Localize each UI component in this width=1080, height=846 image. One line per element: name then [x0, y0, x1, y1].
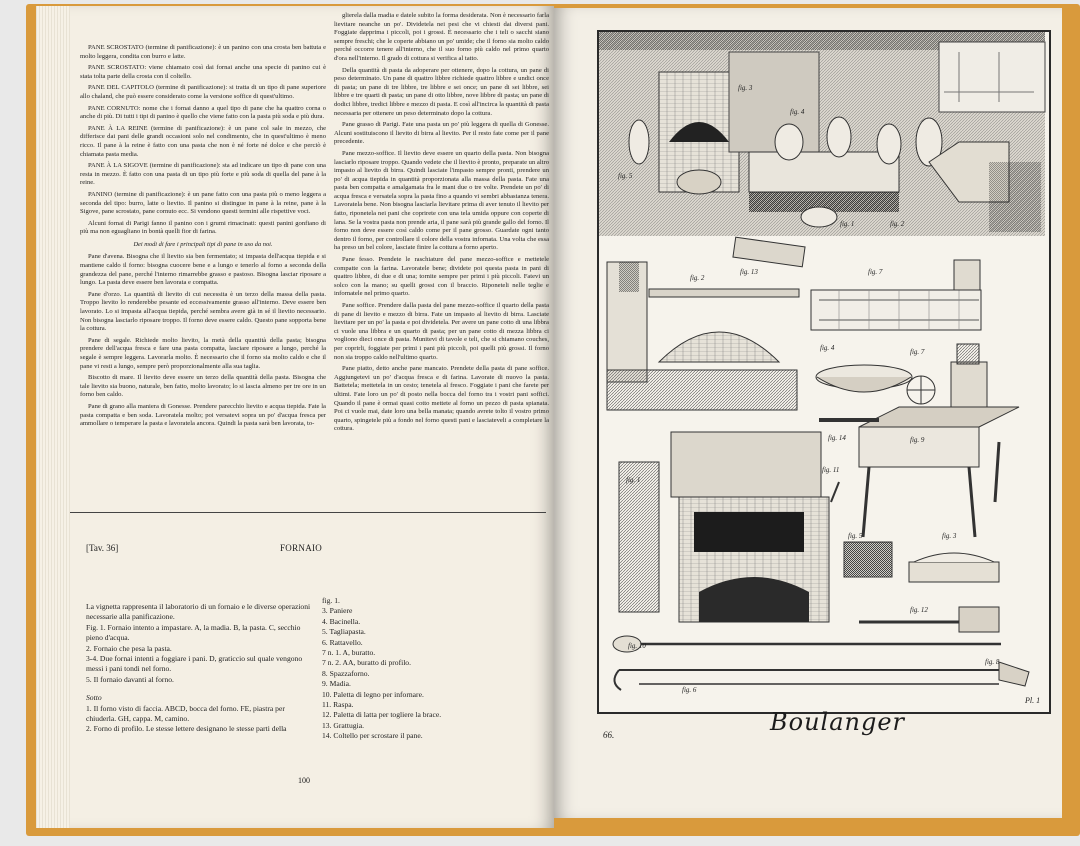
caption-line: La vignetta rappresenta il laboratorio di un fornaio e le diverse operazioni necessarie alla panificazione. [86, 602, 311, 622]
page-number-right: 66. [603, 730, 615, 740]
fig-label: fig. 12 [910, 606, 928, 614]
sotto-label: Sotto [86, 693, 102, 703]
engraving-illustration [599, 32, 1049, 712]
paragraph: glierela dalla madia e datele subito la forma desiderata. Non è necessario farla lievitare neanche un po'. Dividetela nei pesi che vi chiesti dai diversi pani. Foggiate dapprima i piccoli, poi i grossi. È necessario che i teli o sacchi siano sempre freschi; che le coperte abbiano un po' umide; che il forno sia molto caldo perché occorre tenere all'interno, che il suo forno più caldo nel primo quarto d'ora nell'interno. Il grado di cottura si verifica al tatto. [334, 12, 549, 62]
caption-line: 1. Il forno visto di faccia. ABCD, bocca del forno. FE, piastra per chiuderla. GH, cappa. M, camino. [86, 703, 285, 724]
list-item: 13. Grattugia. [322, 720, 364, 730]
paragraph: Pane di segale. Richiede molto lievito, la metà della quantità della pasta; bisogna prendere dell'acqua fresca e fare una pasta compatta, lasciare riposare a lungo, perché la segale è sempre leggera. Lavorarla molto. È necessario che il forno sia molto caldo e che il pane vi resti a lungo, sempre però proporzionalmente alla sua taglia. [80, 336, 326, 370]
paragraph: Pane mezzo-soffice. Il lievito deve essere un quarto della pasta. Non bisogna lasciarlo riposare troppo. Quando vedete che il lievito è pronto, preparate un altro impasto al lievito di birra. Quindi lasciate l'impasto sempre pronti, prendere un po' di acqua tiepida in quantità proporzionata alla massa della pasta. Fate una pasta ben compatta e amalgamata fra le mani due o tre volte. Prendete un po' di acqua fresca e versatela sopra la pasta fino a quando vi sembri abbastanza tenera. Lavoratela bene. Non bisogna lasciarla lievitare prima di aver tenuto il lievito per fatto, riponetela nei pani che coprirete con una tela umida oppure con coperte di lana. Se la vostra pasta non prende aria, il pane sarà più grande gallo del forno. Il forno non deve essere così caldo come per il pane grosso. Guardate ogni tanto dentro il forno, per controllare il colore della vostra infornata. Una volta che essa ha preso un bel colore, lasciate finire la cottura a forno aperto. [334, 149, 549, 252]
fig-label: fig. 5 [848, 532, 863, 540]
fig-label: fig. 1 [840, 220, 855, 228]
fig-label: fig. 9 [910, 436, 925, 444]
caption-line: 5. Il fornaio davanti al forno. [86, 674, 174, 684]
fig-label: fig. 14 [828, 434, 846, 442]
fig-label: fig. 4 [820, 344, 835, 352]
list-item: 14. Coltello per scrostare il pane. [322, 731, 423, 741]
paragraph: Pane grasso di Parigi. Fate una pasta un po' più leggera di quella di Gonesse. Alcuni sostituiscono il lievito di birra al lievito. Per il resto fate come per il pane precedente. [334, 121, 549, 146]
paragraph: Pane fesso. Prendete le raschiature del pane mezzo-soffice e mettetele compatte con la farina. Lavoratele bene; dividete poi questa pasta in pani di quattro libbre, di due e di una; tornite sempre per primi i più piccoli. Fatevi un solco con la mano; su quelli grossi con il braccio. Riponeteli nelle teglie e infornatele nel primo quarto. [334, 256, 549, 298]
figure-list [322, 596, 472, 742]
caption-line: 2. Fornaio che pesa la pasta. [86, 643, 172, 653]
fig-label: fig. 3 [738, 84, 753, 92]
fig-label: fig. 2 [890, 220, 905, 228]
paragraph: PANE CORNUTO: nome che i fornai danno a quel tipo di pane che ha quattro corna o anche di più. Di tutti i tipi di panino è quello che viene fatto con la pasta più soda e più dura. [80, 104, 326, 121]
list-item: 4. Bacinella. [322, 616, 361, 626]
plate-number: Pl. 1 [1025, 696, 1041, 705]
fig-label: fig. 2 [690, 274, 705, 282]
plate-caption [86, 602, 314, 735]
list-item: 6. Rattavello. [322, 637, 363, 647]
page-number-left: 100 [298, 776, 310, 785]
paragraph: PANE À LA REINE (termine di panificazione): è un pane col sale in mezzo, che differisce dai pani delle grandi occasioni solo nel condimento, che in quest'ultimo è meno ricco. Il pane à la reine è fatto con una pasta che non è né forte né dolce e che perciò è chiamata pasta media. [80, 124, 326, 158]
paragraph: PANE À LA SIGOVE (termine di panificazione): sta ad indicare un tipo di pane con una resta in mezzo. È fatto con una pasta di un tipo più forte e più soda di quella del pane à la reine. [80, 162, 326, 187]
list-item: 7 n. 1. A, buratto. [322, 648, 376, 658]
paragraph: PANE SCROSTATO: viene chiamato così dai fornai anche una specie di panino cui è stata tolta parte della crosta con il coltello. [80, 64, 326, 80]
paragraph: Pane di grano alla maniera di Gonesse. Prendere parecchio lievito e acqua tiepida. Fate la pasta compatta e ben soda. Lavoratela molto; poi versatevi sopra un po' d'acqua fresca per ammollare o temperare la pasta e lavoratela ancora. Quindi la pasta sarà ben lavorata, to- [80, 402, 326, 428]
list-item: 11. Raspa. [322, 700, 354, 710]
list-item: 5. Tagliapasta. [322, 627, 366, 637]
list-item: 12. Paletta di latta per togliere la brace. [322, 710, 442, 720]
fig-label: fig. 7 [910, 348, 925, 356]
fig-label: fig. 4 [790, 108, 805, 116]
long-tools [613, 636, 1029, 690]
tool-figures [607, 237, 987, 412]
list-item: 10. Paletta di legno per infornare. [322, 689, 424, 699]
list-item: 8. Spazzaforno. [322, 668, 370, 678]
fig-label: fig. 11 [822, 466, 840, 474]
list-item: 7 n. 2. AA, buratto di profilo. [322, 658, 412, 668]
paragraph: Della quantità di pasta da adoperare per ottenere, dopo la cottura, un pane di peso determinato. Un pane di quattro libbre richiede quattro libbre e undici once di pasta; un pane di tre libbre, tre libbre e sei once; un pane di sei libbre, sei libbre e tre quarti di pasta; un pane di otto libbre, nove libbre di pasta; un pane di dodici libbre, tredici libbre e mezzo di pasta. E così all'incirca la quantità di pasta necessaria per ottenere un peso determinato dopo la cottura. [334, 66, 549, 117]
paragraph: Pane d'orzo. La quantità di lievito di cui necessita è un terzo della massa della pasta. Troppo lievito lo renderebbe pesante ed eccessivamente grasso all'interno. Deve essere ben lavorato. Lo si impasta all'acqua tiepida, perché sembra avere già in sé il lievito necessario. Non bisogna lasciarlo riposare troppo. Il forno deve essere caldo. Questo pane sopporta bene la cottura. [80, 290, 326, 333]
paragraph: Pane soffice. Prendere dalla pasta del pane mezzo-soffice il quarto della pasta di pane di lievito e mezzo di birra. Fate un impasto al lievito di birra. Lasciate lievitare per un po' la pasta e poi dividetela. Per avere un pane cotto di una libbra ci vuole una libbra e un quarto di pasta; per un pane cotto di mezza libbra ci vogliono dieci once di pasta. Munitevi di tavole e teli, che si chiamano couches, per coprirli, foggiate per primi i pani più piccoli, poi quelli più grossi. Il forno non sia troppo caldo nell'ultimo quarto. [334, 302, 549, 361]
list-item: fig. 1. [322, 596, 340, 605]
list-item: 9. Madia. [322, 679, 351, 689]
fig-label: fig. 8 [985, 658, 1000, 666]
list-item: 3. Paniere [322, 606, 353, 616]
text-column-2 [334, 12, 549, 437]
bakery-scene [599, 32, 1045, 236]
paragraph: Pane piatto, detto anche pane mancato. Prendete della pasta di pane soffice. Aggiungetevi un po' d'acqua fresca e di farina. Lavorate di nuovo la pasta. Battetela; mettetela in un cesto; tenetela al fresco. Foggiate i pani che farete per ultimi. Fate loro un po' di posto nella bocca del forno tra i vostri pani soffici. Quando il pane è ormai quasi cotto mettete al forno un pezzo di pasta spianata. Poi ci vuole mai, date loro una bella manata; quando avrete tolto il vostro primo quarto, spingetele più a fondo nel forno questi pani e lasciateveli a completare la cottura. [334, 365, 549, 433]
paragraph: Biscotto di mare. Il lievito deve essere un terzo della quantità della pasta. Bisogna che tale lievito sia buono, naturale, ben fatto, molto lavorato; lo si lascia almeno per tre ore in un forno ben caldo. [80, 374, 326, 399]
fig-label: fig. 1 [626, 476, 641, 484]
plate-title: Boulanger [770, 708, 906, 736]
fig-label: fig. 5 [618, 172, 633, 180]
paragraph: PANE DEL CAPITOLO (termine di panificazione): si tratta di un tipo di pane superiore allo chaland, che può essere considerato come la versione soffice di quest'ultimo. [80, 84, 326, 100]
paragraph: PANE SCROSTATO (termine di panificazione): è un panino con una crosta ben battuta e molto leggera, condita con burro e latte. [80, 44, 326, 60]
paragraph: Pane d'avena. Bisogna che il lievito sia ben fermentato; si impasta dell'acqua tiepida e si mantiene caldo il forno: bisogna cuocere bene e a lungo e tenerlo al forno a seconda della grandezza del pane, perché l'interno rimarrebbe grasso e pastoso. Bisogna lasciar riposare a lungo. La pasta deve essere ben lavorata e compatta. [80, 253, 326, 287]
text-column-1 [80, 44, 326, 432]
plate-reference: [Tav. 36] [86, 543, 119, 553]
fig-label: fig. 7 [868, 268, 883, 276]
caption-line: 2. Forno di profilo. Le stesse lettere designano le stesse parti della [86, 724, 287, 734]
caption-title: FORNAIO [280, 543, 323, 553]
fig-label: fig. 10 [628, 642, 646, 650]
fig-label: fig. 6 [682, 686, 697, 694]
paragraph: PANINO (termine di panificazione): è un pane fatto con una pasta più o meno leggera a seconda del tipo: burro, latte o lievito. Il panino si distingue in pane à la reine, pane à la Sigove, pane scrostato, pane cornuto ecc. Si vendono questi termini alle rispettive voci. [80, 190, 326, 216]
caption-line: Fig. 1. Fornaio intento a impastare. A, la madia. B, la pasta. C, secchio pieno d'acqua. [86, 622, 301, 643]
engraving-plate [597, 30, 1051, 714]
fig-label: fig. 13 [740, 268, 758, 276]
paragraph: Alcuni fornai di Parigi fanno il panino con i grumi rimacinati: questi panini gonfiano di più ma non eguagliano in bontà quelli fior di farina. [80, 219, 326, 236]
section-heading: Dei modi di fare i principali tipi di pane in uso da noi. [133, 240, 273, 248]
divider-rule [70, 512, 546, 513]
fig-label: fig. 3 [942, 532, 957, 540]
oven-figure [619, 432, 829, 622]
caption-line: 3-4. Due fornai intenti a foggiare i pani. D, graticcio sul quale vengono messi i pani tondi nel forno. [86, 654, 303, 674]
